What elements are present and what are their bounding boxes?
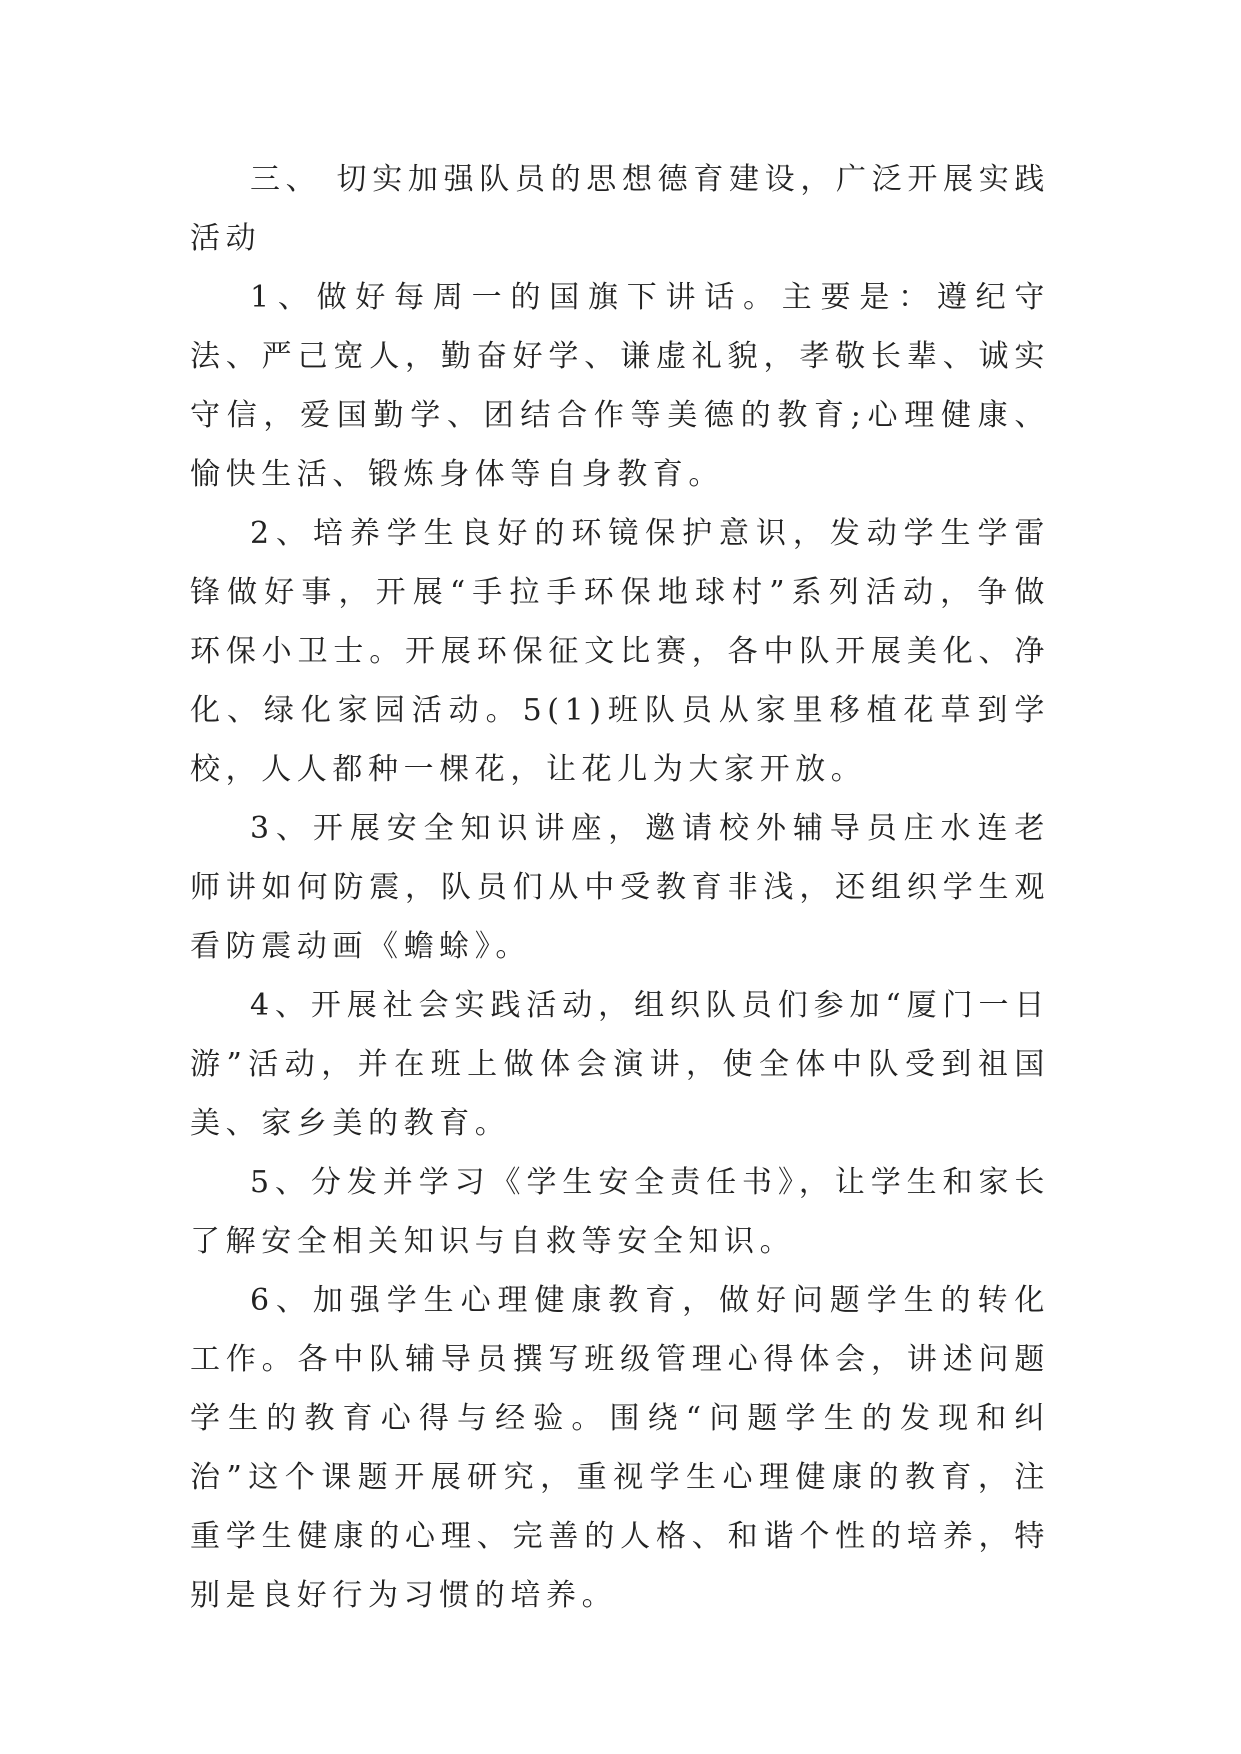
paragraph-1: 1、做好每周一的国旗下讲话。主要是：遵纪守法、严己宽人，勤奋好学、谦虚礼貌，孝敬长辈、诚实守信，爱国勤学、团结合作等美德的教育;心理健康、愉快生活、锻炼身体等自身教育。 [190, 280, 1050, 492]
paragraph-6: 6、加强学生心理健康教育，做好问题学生的转化工作。各中队辅导员撰写班级管理心得体会，讲述问题学生的教育心得与经验。围绕“问题学生的发现和纠治”这个课题开展研究，重视学生心理健康的教育，注重学生健康的心理、完善的人格、和谐个性的培养，特别是良好行为习惯的培养。 [190, 1283, 1050, 1613]
section-heading: 三、 切实加强队员的思想德育建设，广泛开展实践活动 [190, 162, 1050, 256]
document-page [190, 150, 1050, 1625]
paragraph-5: 5、分发并学习《学生安全责任书》，让学生和家长了解安全相关知识与自救等安全知识。 [190, 1165, 1050, 1259]
paragraph-2: 2、培养学生良好的环镜保护意识，发动学生学雷锋做好事，开展“手拉手环保地球村”系列活动，争做环保小卫士。开展环保征文比赛，各中队开展美化、净化、绿化家园活动。5(1)班队员从家里移植花草到学校，人人都种一棵花，让花儿为大家开放。 [190, 516, 1050, 787]
paragraph-4: 4、开展社会实践活动，组织队员们参加“厦门一日游”活动，并在班上做体会演讲，使全体中队受到祖国美、家乡美的教育。 [190, 988, 1050, 1141]
paragraph-3: 3、开展安全知识讲座，邀请校外辅导员庄水连老师讲如何防震，队员们从中受教育非浅，还组织学生观看防震动画《蟾蜍》。 [190, 811, 1050, 964]
